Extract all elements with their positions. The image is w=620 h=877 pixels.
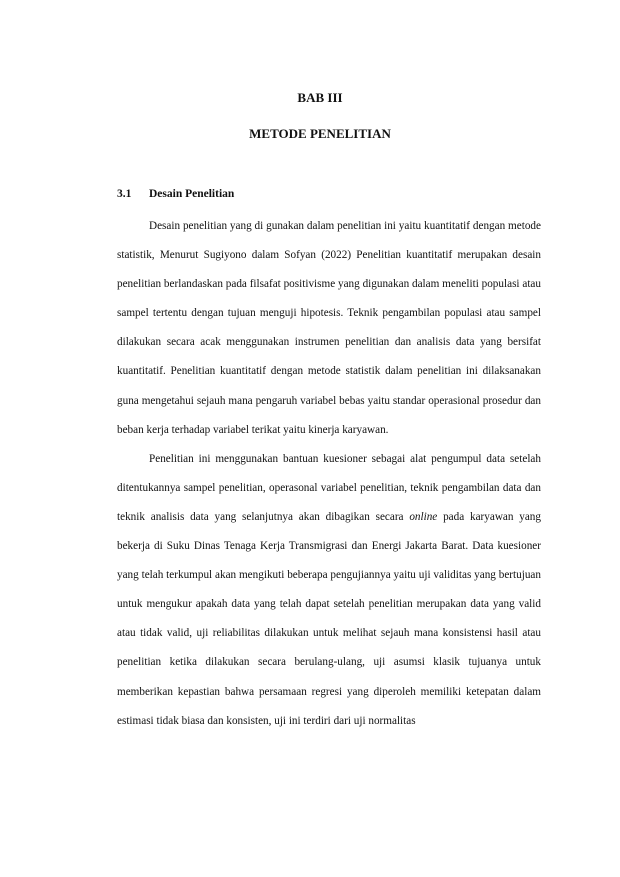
chapter-number: BAB III xyxy=(297,90,343,105)
chapter-heading xyxy=(20,90,620,142)
chapter-title: METODE PENELITIAN xyxy=(249,126,391,141)
section-title: Desain Penelitian xyxy=(149,188,235,200)
paragraph-2-part-2: pada karyawan yang bekerja di Suku Dinas Tenaga Kerja Transmigrasi dan Energi Jakarta Barat. Data kuesioner yang telah terkumpul akan mengikuti beberapa pengujiannya yaitu uji validitas yang bertujuan untuk mengukur apakah data yang telah dapat setelah penelitian merupakan data yang valid atau tidak valid, uji reliabilitas dilakukan untuk melihat sejauh mana konsistensi hasil atau penelitian ketika dilakukan secara berulang-ulang, uji asumsi klasik tujuanya untuk memberikan kepastian bahwa persamaan regresi yang diperoleh memiliki ketepatan dalam estimasi tidak biasa dan konsisten, uji ini terdiri dari uji normalitas xyxy=(117,510,541,727)
body-text xyxy=(117,212,541,736)
section-heading xyxy=(117,188,234,200)
italic-term: online xyxy=(409,510,438,523)
paragraph-1: Desain penelitian yang di gunakan dalam penelitian ini yaitu kuantitatif dengan metode statistik, Menurut Sugiyono dalam Sofyan (2022) Penelitian kuantitatif merupakan desain penelitian berlandaskan pada filsafat positivisme yang digunakan dalam meneliti populasi atau sampel tertentu dengan tujuan menguji hipotesis. Teknik pengambilan populasi atau sampel dilakukan secara acak menggunakan instrumen penelitian dan analisis data yang bersifat kuantitatif. Penelitian kuantitatif dengan metode statistik dalam penelitian ini dilaksanakan guna mengetahui sejauh mana pengaruh variabel bebas yaitu standar operasional prosedur dan beban kerja terhadap variabel terikat yaitu kinerja karyawan. xyxy=(117,220,541,436)
paragraph-2 xyxy=(117,445,541,736)
section-number: 3.1 xyxy=(117,188,132,200)
paragraph-2-part-1: Penelitian ini menggunakan bantuan kuesioner sebagai alat pengumpul data setelah ditentukannya sampel penelitian, operasonal variabel penelitian, teknik pengambilan data dan teknik analisis data yang selanjutnya akan dibagikan secara xyxy=(117,452,541,523)
